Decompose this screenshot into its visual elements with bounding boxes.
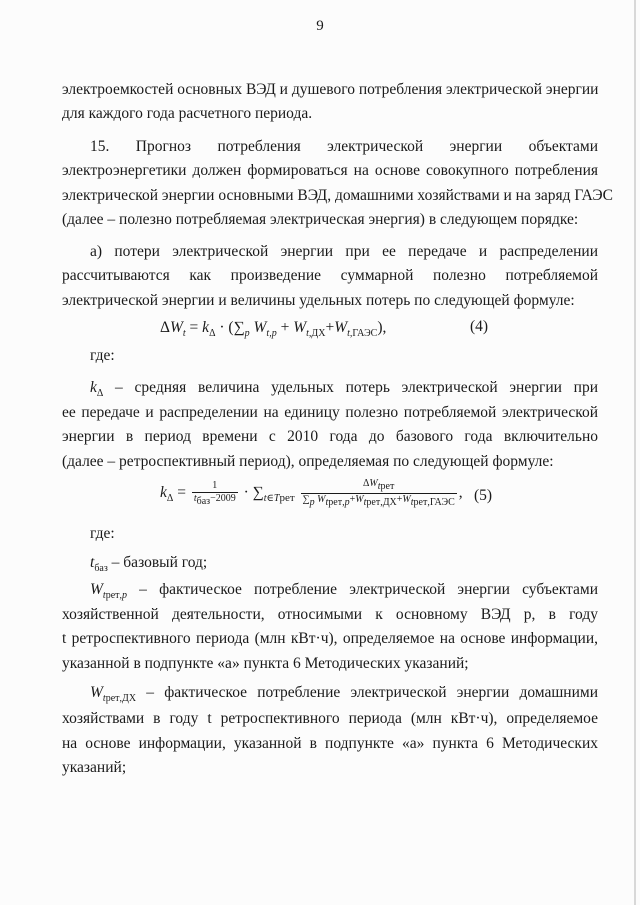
formula-5: $k_\Delta$ = $\frac{1}{t_{баз}-2009}$ · $\sum_{t\in Tрет}$ $\frac{\Delta W_{tрет}}{\sum_p W_{tрет,p}+W_{tрет,ДХ}+W_{tрет,ГАЭС}}$ , (160, 478, 463, 508)
definition-tbaz: $t_{баз}$ – базовый год; (90, 554, 208, 575)
text-line: (далее – ретроспективный период), определяемая по следующей формуле: (62, 453, 554, 470)
text-line: а) потери электрической энергии при ее передаче и распределении (90, 243, 598, 260)
text-line: энергии в период времени с 2010 года до базового года включительно (62, 428, 598, 445)
formula-4: $\Delta W_t = k_\Delta \cdot (\sum_p$ $W_{t,p} + W_{t,ДХ}+W_{t,ГАЭС}$), (160, 319, 387, 340)
text-line: – базовый год; (107, 554, 208, 571)
formula-5-number: (5) (474, 487, 493, 504)
text-line: электрической энергии и величины удельных потерь по следующей формуле: (62, 292, 575, 309)
text-line: t ретроспективного периода (млн кВт·ч), определяемое на основе информации, (62, 630, 598, 647)
where-label: где: (90, 525, 115, 542)
page-edge (634, 0, 636, 905)
definition-wp: $W_{tрет,p}$ – фактическое потребление электрической энергии субъектами (90, 581, 598, 602)
text-line: – фактическое потребление электрической энергии домашними (136, 684, 598, 701)
text-line: для каждого года расчетного периода. (62, 105, 313, 122)
page-number: 9 (316, 18, 324, 34)
text-line: ее передаче и распределении на единицу полезно потребляемой электрической (62, 404, 598, 421)
where-label: где: (90, 347, 115, 364)
definition-wdh: $W_{tрет,ДХ}$ – фактическое потребление электрической энергии домашними (90, 684, 598, 705)
text-line: указаний; (62, 759, 127, 776)
text-line: рассчитываются как произведение суммарной полезно потребляемой (62, 267, 598, 284)
text-line: на основе информации, указанной в подпункте «а» пункта 6 Методических (62, 735, 598, 752)
text-line: 15. Прогноз потребления электрической энергии объектами (90, 138, 598, 155)
definition-kd: $k_\Delta$ – средняя величина удельных потерь электрической энергии при (90, 379, 598, 400)
text-line: (далее – полезно потребляемая электрическая энергия) в следующем порядке: (62, 211, 579, 228)
text-line: – фактическое потребление электрической энергии субъектами (127, 581, 598, 598)
text-line: указанной в подпункте «а» пункта 6 Методических указаний; (62, 655, 469, 672)
text-line: электроемкостей основных ВЭД и душевого потребления электрической энергии (62, 81, 599, 98)
text-line: хозяйствами в году t ретроспективного периода (млн кВт·ч), определяемое (62, 710, 598, 727)
formula-4-number: (4) (470, 318, 489, 335)
text-line: электроэнергетики должен формироваться на основе совокупного потребления (62, 162, 598, 179)
text-line: – средняя величина удельных потерь электрической энергии при (103, 379, 598, 396)
text-line: хозяйственной деятельности, относимыми к основному ВЭД p, в году (62, 606, 598, 623)
text-line: электрической энергии основными ВЭД, домашними хозяйствами и на заряд ГАЭС (62, 187, 614, 204)
